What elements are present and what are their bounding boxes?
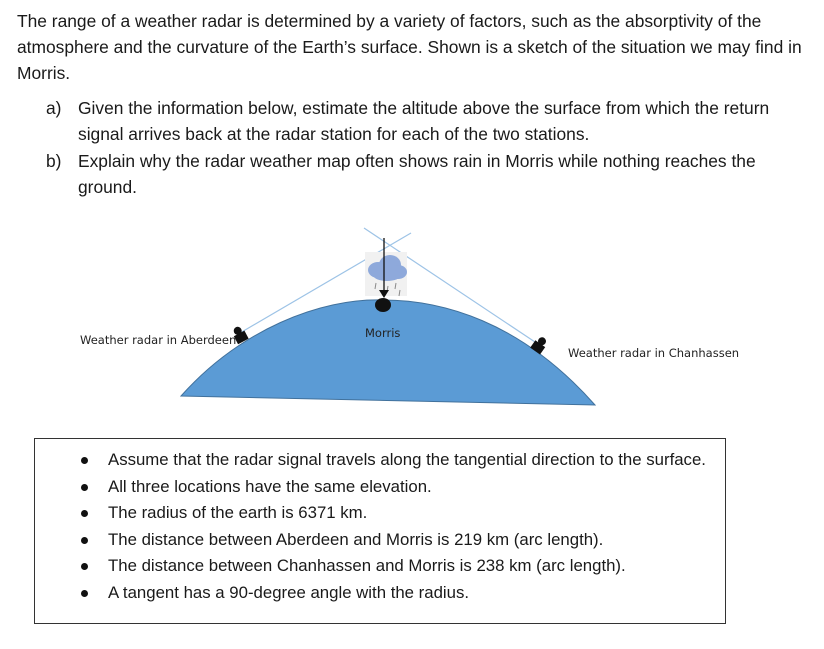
aberdeen-label: Weather radar in Aberdeen bbox=[80, 333, 237, 347]
assumption-text: The distance between Aberdeen and Morris is 219 km (arc length). bbox=[108, 529, 604, 549]
list-item bbox=[79, 527, 706, 554]
earth-surface bbox=[181, 300, 595, 405]
list-item bbox=[79, 553, 706, 580]
list-item bbox=[79, 580, 706, 607]
bullet-icon bbox=[81, 484, 88, 491]
question-a-label: a) bbox=[46, 98, 62, 118]
assumption-text: All three locations have the same elevation. bbox=[108, 476, 432, 496]
bullet-icon bbox=[81, 590, 88, 597]
question-a-text: Given the information below, estimate the altitude above the surface from which the return signal arrives back at the radar station for each of the two stations. bbox=[78, 98, 770, 144]
radar-diagram bbox=[0, 210, 824, 425]
assumptions-box bbox=[34, 438, 726, 624]
assumption-text: Assume that the radar signal travels along the tangential direction to the surface. bbox=[108, 450, 706, 469]
rain-cloud-icon bbox=[365, 252, 407, 296]
question-b-text: Explain why the radar weather map often shows rain in Morris while nothing reaches the ground. bbox=[78, 151, 756, 197]
bullet-icon bbox=[81, 537, 88, 544]
intro-paragraph: The range of a weather radar is determined by a variety of factors, such as the absorptivity of the atmosphere and the curvature of the Earth’s surface. Shown is a sketch of the situation we may find in Morris. bbox=[17, 11, 802, 83]
question-list bbox=[46, 95, 786, 201]
bullet-icon bbox=[81, 510, 88, 517]
question-a bbox=[46, 95, 786, 147]
bullet-icon bbox=[81, 457, 88, 464]
list-item bbox=[79, 500, 706, 527]
assumption-text: The distance between Chanhassen and Morris is 238 km (arc length). bbox=[108, 556, 626, 576]
list-item bbox=[79, 447, 706, 474]
chanhassen-label: Weather radar in Chanhassen bbox=[568, 346, 740, 360]
assumption-text: A tangent has a 90-degree angle with the radius. bbox=[108, 582, 470, 602]
morris-label: Morris bbox=[365, 326, 401, 340]
bullet-icon bbox=[81, 563, 88, 570]
assumption-text: The radius of the earth is 6371 km. bbox=[108, 503, 368, 523]
question-b bbox=[46, 148, 786, 200]
radar-diagram-svg bbox=[0, 210, 824, 425]
assumptions-list bbox=[79, 447, 706, 607]
morris-marker bbox=[375, 298, 391, 312]
question-b-label: b) bbox=[46, 151, 62, 171]
list-item bbox=[79, 474, 706, 501]
